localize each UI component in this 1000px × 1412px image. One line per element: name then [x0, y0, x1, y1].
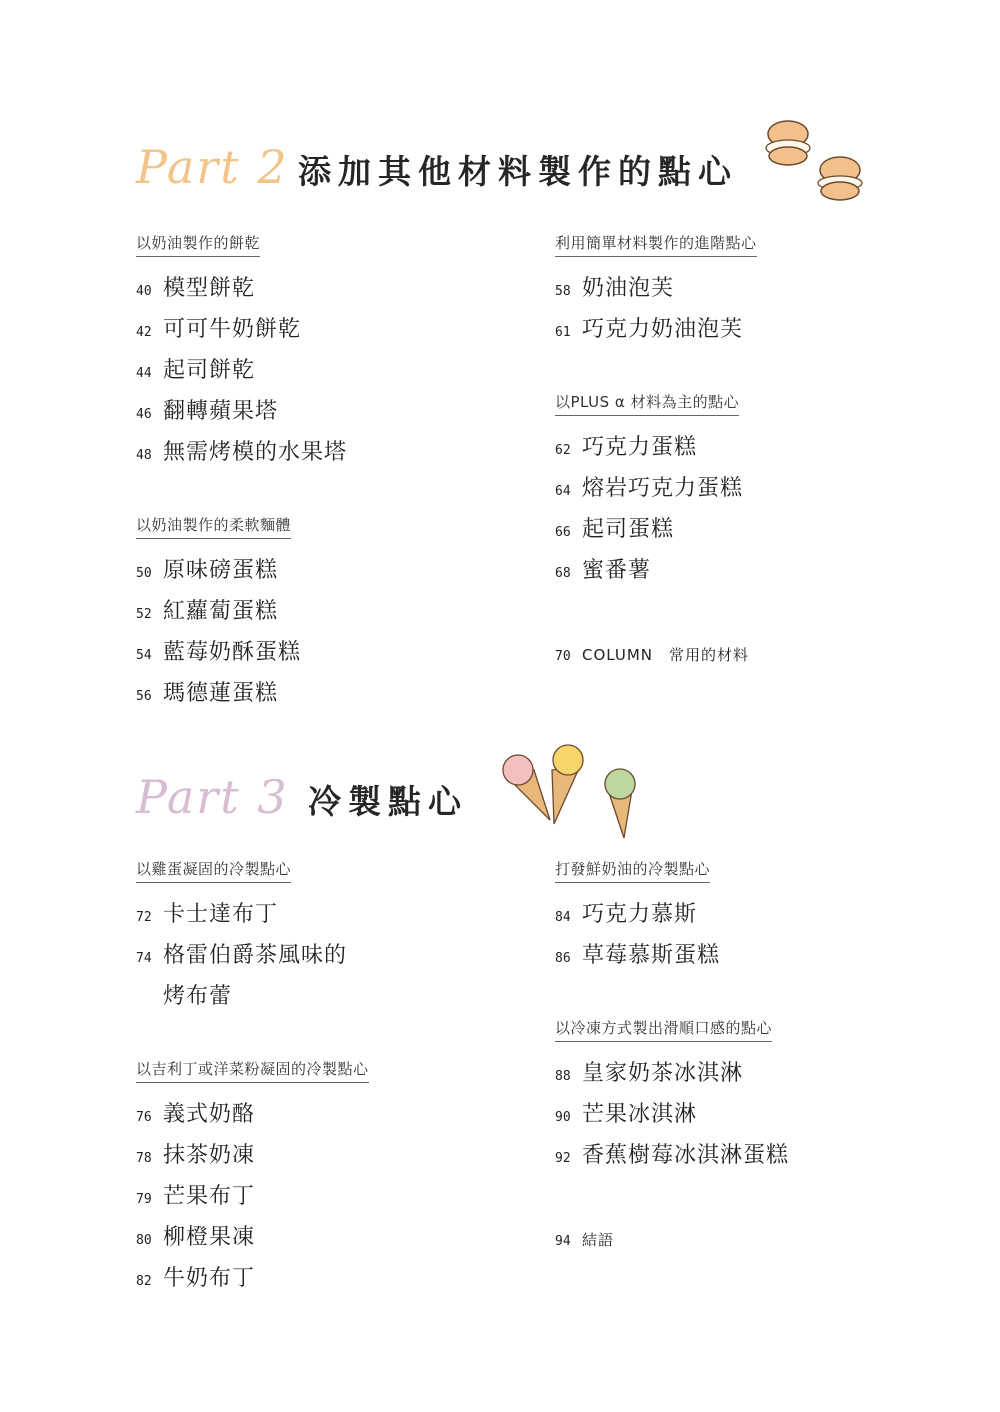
entry-title: 卡士達布丁 — [163, 902, 279, 927]
entry-title: 模型餅乾 — [163, 276, 256, 301]
page-number: 88 — [555, 1069, 571, 1084]
entry-title: 原味磅蛋糕 — [163, 558, 279, 583]
section-advanced-simple — [555, 232, 915, 353]
toc-entry[interactable] — [555, 553, 915, 594]
page-number: 90 — [555, 1110, 571, 1125]
toc-entry[interactable] — [555, 512, 915, 553]
ice-cream-cone-icon — [496, 740, 646, 844]
entry-title: 草莓慕斯蛋糕 — [582, 943, 721, 968]
section-frozen — [555, 1017, 915, 1179]
page-number: 52 — [136, 607, 152, 622]
page-number: 92 — [555, 1151, 571, 1166]
toc-entry[interactable] — [555, 430, 915, 471]
page-number: 86 — [555, 951, 571, 966]
toc-entry[interactable] — [136, 435, 496, 476]
entry-title: 芒果布丁 — [163, 1184, 256, 1209]
toc-entry[interactable] — [136, 553, 496, 594]
page-number: 46 — [136, 407, 152, 422]
page-number: 42 — [136, 325, 152, 340]
toc-entry[interactable] — [136, 676, 496, 717]
page-number: 66 — [555, 525, 571, 540]
page-number: 82 — [136, 1274, 152, 1289]
section-butter-cookies — [136, 232, 496, 476]
page-number: 48 — [136, 448, 152, 463]
part2-right-column — [555, 232, 915, 674]
entry-title: 藍莓奶酥蛋糕 — [163, 640, 302, 665]
part2-title: 添加其他材料製作的點心 — [298, 152, 738, 191]
page-number: 80 — [136, 1233, 152, 1248]
entry-title: 柳橙果凍 — [163, 1225, 256, 1250]
toc-entry[interactable] — [555, 271, 915, 312]
page-number: 64 — [555, 484, 571, 499]
entry-title: 香蕉樹莓冰淇淋蛋糕 — [582, 1143, 790, 1168]
entry-title: 義式奶酪 — [163, 1102, 256, 1127]
section-title: 以PLUS α 材料為主的點心 — [555, 391, 739, 416]
page-number: 54 — [136, 648, 152, 663]
entry-title: COLUMN 常用的材料 — [582, 646, 750, 664]
page-number: 58 — [555, 284, 571, 299]
page-number: 50 — [136, 566, 152, 581]
toc-entry-closing[interactable] — [555, 1229, 915, 1259]
toc-entry[interactable] — [555, 471, 915, 512]
page-number: 78 — [136, 1151, 152, 1166]
section-title: 以奶油製作的餅乾 — [136, 232, 260, 257]
section-gelatin-set — [136, 1058, 496, 1302]
page-number: 72 — [136, 910, 152, 925]
part3-right-column — [555, 858, 915, 1259]
toc-entry[interactable] — [136, 1138, 496, 1179]
entry-title: 紅蘿蔔蛋糕 — [163, 599, 279, 624]
toc-entry[interactable] — [136, 312, 496, 353]
section-egg-set — [136, 858, 496, 1020]
part2-left-column — [136, 232, 496, 717]
section-whipped-cream — [555, 858, 915, 979]
toc-entry[interactable] — [136, 1220, 496, 1261]
page-number: 62 — [555, 443, 571, 458]
page-number: 70 — [555, 649, 571, 664]
page-number: 44 — [136, 366, 152, 381]
part3-left-column — [136, 858, 496, 1302]
section-title: 以吉利丁或洋菜粉凝固的冷製點心 — [136, 1058, 369, 1083]
section-plus-alpha — [555, 391, 915, 594]
page-number: 74 — [136, 951, 152, 966]
toc-entry[interactable] — [136, 897, 496, 938]
page-number: 94 — [555, 1234, 571, 1249]
entry-title: 結語 — [582, 1231, 615, 1249]
page-number: 68 — [555, 566, 571, 581]
toc-entry-column[interactable] — [555, 644, 915, 674]
toc-entry[interactable] — [136, 1261, 496, 1302]
part2-label: Part 2 — [136, 140, 289, 194]
entry-title: 巧克力蛋糕 — [582, 435, 698, 460]
entry-title: 起司蛋糕 — [582, 517, 675, 542]
entry-title: 瑪德蓮蛋糕 — [163, 681, 279, 706]
section-title: 打發鮮奶油的冷製點心 — [555, 858, 710, 883]
section-title: 利用簡單材料製作的進階點心 — [555, 232, 757, 257]
toc-entry[interactable] — [136, 938, 496, 979]
page-number: 40 — [136, 284, 152, 299]
entry-title: 抹茶奶凍 — [163, 1143, 256, 1168]
section-soft-dough — [136, 514, 496, 717]
toc-entry[interactable] — [136, 353, 496, 394]
toc-entry[interactable] — [555, 1138, 915, 1179]
section-title: 以冷凍方式製出滑順口感的點心 — [555, 1017, 772, 1042]
toc-entry[interactable] — [555, 938, 915, 979]
entry-title-line2: 烤布蕾 — [163, 984, 233, 1009]
part3-label: Part 3 — [136, 770, 289, 824]
entry-title: 奶油泡芙 — [582, 276, 675, 301]
toc-entry[interactable] — [555, 897, 915, 938]
page-number: 79 — [136, 1192, 152, 1207]
entry-title: 可可牛奶餅乾 — [163, 317, 302, 342]
page-number: 61 — [555, 325, 571, 340]
page-number: 84 — [555, 910, 571, 925]
part3-title: 冷製點心 — [308, 782, 468, 821]
entry-title: 蜜番薯 — [582, 558, 652, 583]
toc-entry[interactable] — [136, 1097, 496, 1138]
toc-entry[interactable] — [136, 1179, 496, 1220]
entry-title: 格雷伯爵茶風味的 — [163, 943, 348, 968]
entry-title: 牛奶布丁 — [163, 1266, 256, 1291]
entry-title: 熔岩巧克力蛋糕 — [582, 476, 744, 501]
toc-entry[interactable] — [555, 312, 915, 353]
toc-entry[interactable] — [136, 635, 496, 676]
entry-title: 皇家奶茶冰淇淋 — [582, 1061, 744, 1086]
toc-entry[interactable] — [555, 1056, 915, 1097]
cream-puff-icon — [758, 112, 878, 207]
toc-entry[interactable] — [136, 394, 496, 435]
entry-title: 巧克力慕斯 — [582, 902, 698, 927]
toc-entry-continued — [136, 979, 496, 1020]
entry-title: 巧克力奶油泡芙 — [582, 317, 744, 342]
toc-entry[interactable] — [136, 594, 496, 635]
toc-entry[interactable] — [136, 271, 496, 312]
page-number: 56 — [136, 689, 152, 704]
section-title: 以雞蛋凝固的冷製點心 — [136, 858, 291, 883]
page-number: 76 — [136, 1110, 152, 1125]
entry-title: 無需烤模的水果塔 — [163, 440, 348, 465]
entry-title: 翻轉蘋果塔 — [163, 399, 279, 424]
section-title: 以奶油製作的柔軟麵體 — [136, 514, 291, 539]
entry-title: 芒果冰淇淋 — [582, 1102, 698, 1127]
toc-entry[interactable] — [555, 1097, 915, 1138]
entry-title: 起司餅乾 — [163, 358, 256, 383]
